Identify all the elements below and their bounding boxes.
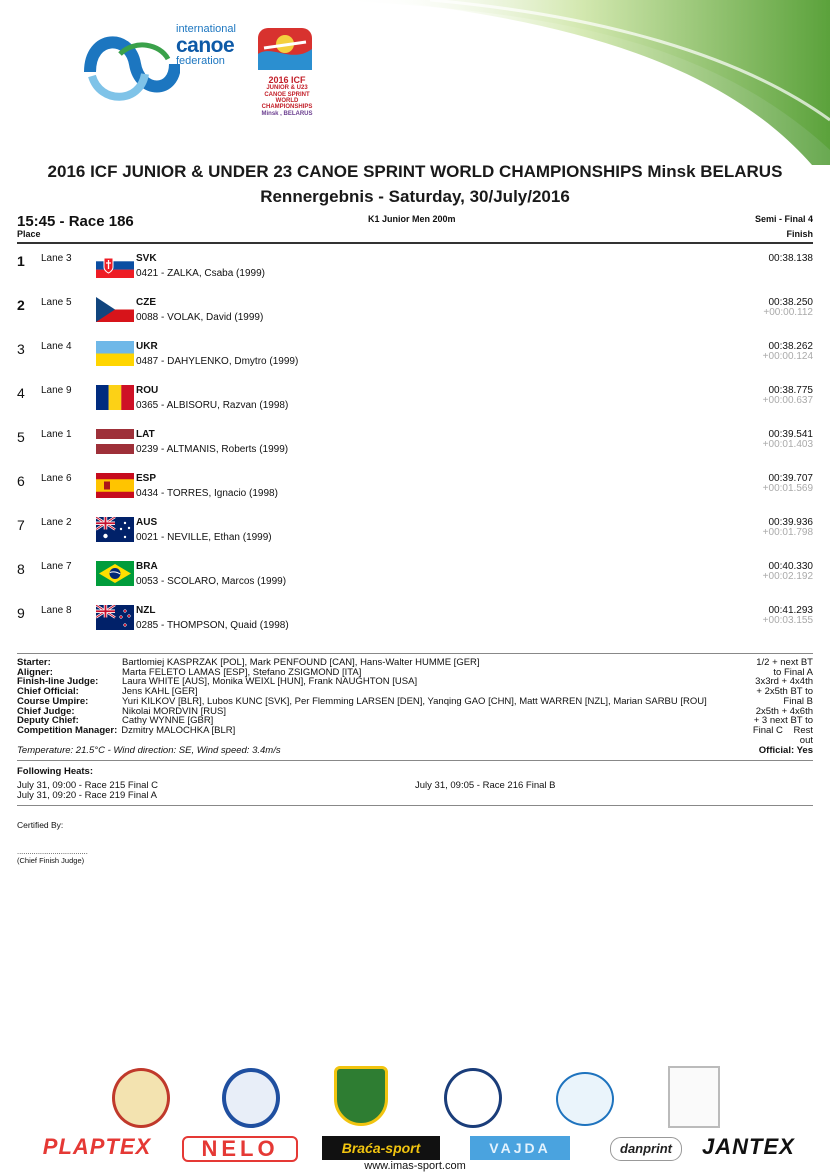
place-number: 3: [17, 341, 25, 357]
official-role: Aligner:: [17, 666, 53, 678]
official-status: Official: Yes: [758, 745, 813, 756]
sponsor-emblem-3-icon: [334, 1066, 388, 1126]
official-names: Jens KAHL [GER]: [122, 686, 198, 698]
official-role: Chief Judge:: [17, 705, 75, 717]
official-role: Chief Official:: [17, 686, 79, 698]
result-row: [17, 605, 813, 649]
official-names: Marta FELETO LAMAS [ESP], Stefano ZSIGMOND [ITA]: [122, 666, 362, 678]
signature-label: (Chief Finish Judge): [17, 856, 85, 865]
sponsor-plaptex-logo: PLAPTEX: [42, 1134, 152, 1159]
nation-code: NZL: [136, 605, 156, 616]
official-names: Bartlomiej KASPRZAK [POL], Mark PENFOUND [CAN], Hans-Walter HUMME [GER]: [122, 657, 480, 668]
lane-label: Lane 5: [41, 297, 72, 308]
icf-logo: [80, 24, 240, 112]
finish-time: 00:40.330: [768, 561, 813, 572]
icf-wave-icon: [80, 24, 180, 112]
lane-label: Lane 3: [41, 253, 72, 264]
lane-label: Lane 9: [41, 385, 72, 396]
official-role: Competition Manager:: [17, 724, 118, 736]
athlete-name: 0088 - VOLAK, David (1999): [136, 312, 264, 323]
sponsor-jantex-logo: JANTEX: [702, 1134, 795, 1159]
lane-label: Lane 7: [41, 561, 72, 572]
nation-code: AUS: [136, 517, 158, 528]
result-row: [17, 385, 813, 429]
page-subtitle: Rennergebnis - Saturday, 30/July/2016: [260, 187, 570, 206]
nation-code: BRA: [136, 561, 158, 572]
sponsor-emblem-1-icon: [112, 1068, 170, 1128]
place-number: 1: [17, 253, 25, 269]
nation-code: UKR: [136, 341, 158, 352]
place-number: 2: [17, 297, 25, 313]
flag-ukr-icon: [96, 341, 134, 366]
official-row: [17, 697, 707, 707]
certified-by-label: Certified By:: [17, 820, 64, 830]
flag-aus-icon: [96, 517, 134, 542]
place-number: 5: [17, 429, 25, 445]
website-link[interactable]: www.imas-sport.com: [364, 1160, 466, 1172]
sponsor-nelo-logo: NELO: [182, 1136, 298, 1162]
sponsor-emblem-2-icon: [222, 1068, 280, 1128]
results-divider: [17, 653, 813, 654]
progression-line: + 3 next BT to: [753, 715, 813, 727]
flag-esp-icon: [96, 473, 134, 498]
weather-info: Temperature: 21.5°C - Wind direction: SE, Wind speed: 3.4m/s: [17, 745, 281, 756]
progression-line: 1/2 + next BT: [756, 657, 813, 668]
weather-divider: [17, 760, 813, 761]
icf-logo-wordmark: international canoe federation: [176, 23, 236, 67]
lane-label: Lane 4: [41, 341, 72, 352]
progression-line: out: [799, 734, 813, 746]
sponsor-danprint-logo: danprint: [610, 1137, 682, 1161]
time-gap: +00:00.637: [762, 395, 813, 406]
athlete-name: 0421 - ZALKA, Csaba (1999): [136, 268, 265, 279]
finish-time: 00:38.775: [768, 385, 813, 396]
sponsor-emblem-6-icon: [668, 1066, 720, 1128]
time-gap: +00:00.112: [763, 307, 813, 318]
result-row: [17, 341, 813, 385]
athlete-name: 0021 - NEVILLE, Ethan (1999): [136, 532, 272, 543]
time-gap: +00:02.192: [762, 571, 813, 582]
sponsor-vajda-logo: VAJDA: [470, 1136, 570, 1160]
flag-nzl-icon: [96, 605, 134, 630]
finish-time: 00:38.262: [768, 341, 813, 352]
finish-time: 00:39.936: [768, 517, 813, 528]
race-time: 15:45 - Race 186: [17, 213, 134, 230]
finish-time: 00:39.707: [768, 473, 813, 484]
nation-code: SVK: [136, 253, 157, 264]
progression-line: + 2x5th BT to: [756, 686, 813, 698]
result-row: [17, 253, 813, 297]
nation-code: ESP: [136, 473, 157, 484]
athlete-name: 0285 - THOMPSON, Quaid (1998): [136, 620, 289, 631]
event-name: K1 Junior Men 200m: [368, 214, 456, 224]
place-number: 8: [17, 561, 25, 577]
result-row: [17, 429, 813, 473]
flag-bra-icon: [96, 561, 134, 586]
event-logo: [252, 24, 318, 117]
progression-rules: [733, 658, 813, 745]
sponsor-braca-sport-logo: Braća-sport: [322, 1136, 440, 1160]
lane-label: Lane 1: [41, 429, 72, 440]
official-names: Dzmitry MALOCHKA [BLR]: [121, 724, 236, 736]
lane-label: Lane 8: [41, 605, 72, 616]
finish-time: 00:38.250: [768, 297, 813, 308]
result-row: [17, 473, 813, 517]
official-role: Starter:: [17, 657, 51, 668]
official-names: Nikolai MORDVIN [RUS]: [122, 705, 226, 717]
sponsor-emblem-4-icon: [444, 1068, 502, 1128]
page-title: 2016 ICF JUNIOR & UNDER 23 CANOE SPRINT WORLD CHAMPIONSHIPS Minsk BELARUS: [47, 162, 783, 181]
progression-line: to Final A: [773, 666, 813, 678]
nation-code: LAT: [136, 429, 155, 440]
progression-line: 3x3rd + 4x4th: [755, 676, 813, 688]
flag-lat-icon: [96, 429, 134, 454]
flag-cze-icon: [96, 297, 134, 322]
result-row: [17, 297, 813, 341]
time-gap: +00:03.155: [762, 615, 813, 626]
following-heat: July 31, 09:05 - Race 216 Final B: [415, 780, 556, 791]
heats-divider: [17, 805, 813, 806]
following-heats-label: Following Heats:: [17, 766, 93, 777]
official-names: Yuri KILKOV [BLR], Lubos KUNC [SVK], Per Flemming LARSEN [DEN], Yanqing GAO [CHN], Matt WARREN [NZL], Marian SARBU [ROU]: [122, 695, 707, 707]
athlete-name: 0434 - TORRES, Ignacio (1998): [136, 488, 278, 499]
place-number: 4: [17, 385, 25, 401]
officials-list: [17, 658, 707, 736]
time-gap: +00:01.403: [762, 439, 813, 450]
finish-time: 00:39.541: [768, 429, 813, 440]
header-divider: [17, 242, 813, 244]
finish-time: 00:41.293: [768, 605, 813, 616]
official-names: Laura WHITE [AUS], Monika WEIXL [HUN], Frank NAUGHTON [USA]: [122, 676, 418, 688]
official-names: Cathy WYNNE [GBR]: [122, 715, 214, 727]
official-row: [17, 677, 707, 687]
official-role: Course Umpire:: [17, 695, 89, 707]
nation-code: CZE: [136, 297, 156, 308]
following-heat: July 31, 09:20 - Race 219 Final A: [17, 790, 157, 801]
progression-line: Final C Rest: [752, 724, 813, 736]
lane-label: Lane 6: [41, 473, 72, 484]
time-gap: +00:01.798: [762, 527, 813, 538]
official-role: Deputy Chief:: [17, 715, 79, 727]
finish-column-header: Finish: [786, 229, 813, 239]
result-row: [17, 517, 813, 561]
result-row: [17, 561, 813, 605]
signature-line: ..................................: [17, 847, 88, 856]
place-number: 9: [17, 605, 25, 621]
place-column-header: Place: [17, 229, 41, 239]
official-row: [17, 726, 707, 736]
nation-code: ROU: [136, 385, 159, 396]
time-gap: +00:01.569: [762, 483, 813, 494]
athlete-name: 0365 - ALBISORU, Razvan (1998): [136, 400, 289, 411]
progression-line: 2x5th + 4x6th: [755, 705, 813, 717]
event-logo-text: 2016 ICF JUNIOR & U23 CANOE SPRINT WORLD CHAMPIONSHIPS Minsk , BELARUS: [261, 75, 313, 117]
progression-line: Final B: [783, 695, 813, 707]
finish-time: 00:38.138: [768, 253, 813, 264]
place-number: 6: [17, 473, 25, 489]
athlete-name: 0053 - SCOLARO, Marcos (1999): [136, 576, 287, 587]
official-row: [17, 707, 707, 717]
official-row: [17, 658, 707, 668]
following-heat: July 31, 09:00 - Race 215 Final C: [17, 780, 158, 791]
athlete-name: 0239 - ALTMANIS, Roberts (1999): [136, 444, 289, 455]
official-role: Finish-line Judge:: [17, 676, 99, 688]
sponsor-emblem-5-icon: [556, 1072, 614, 1126]
time-gap: +00:00.124: [762, 351, 813, 362]
athlete-name: 0487 - DAHYLENKO, Dmytro (1999): [136, 356, 299, 367]
event-emblem-icon: [252, 24, 318, 74]
flag-svk-icon: [96, 253, 134, 278]
race-phase: Semi - Final 4: [754, 214, 813, 224]
lane-label: Lane 2: [41, 517, 72, 528]
place-number: 7: [17, 517, 25, 533]
signature-block: [17, 847, 88, 865]
flag-rou-icon: [96, 385, 134, 410]
